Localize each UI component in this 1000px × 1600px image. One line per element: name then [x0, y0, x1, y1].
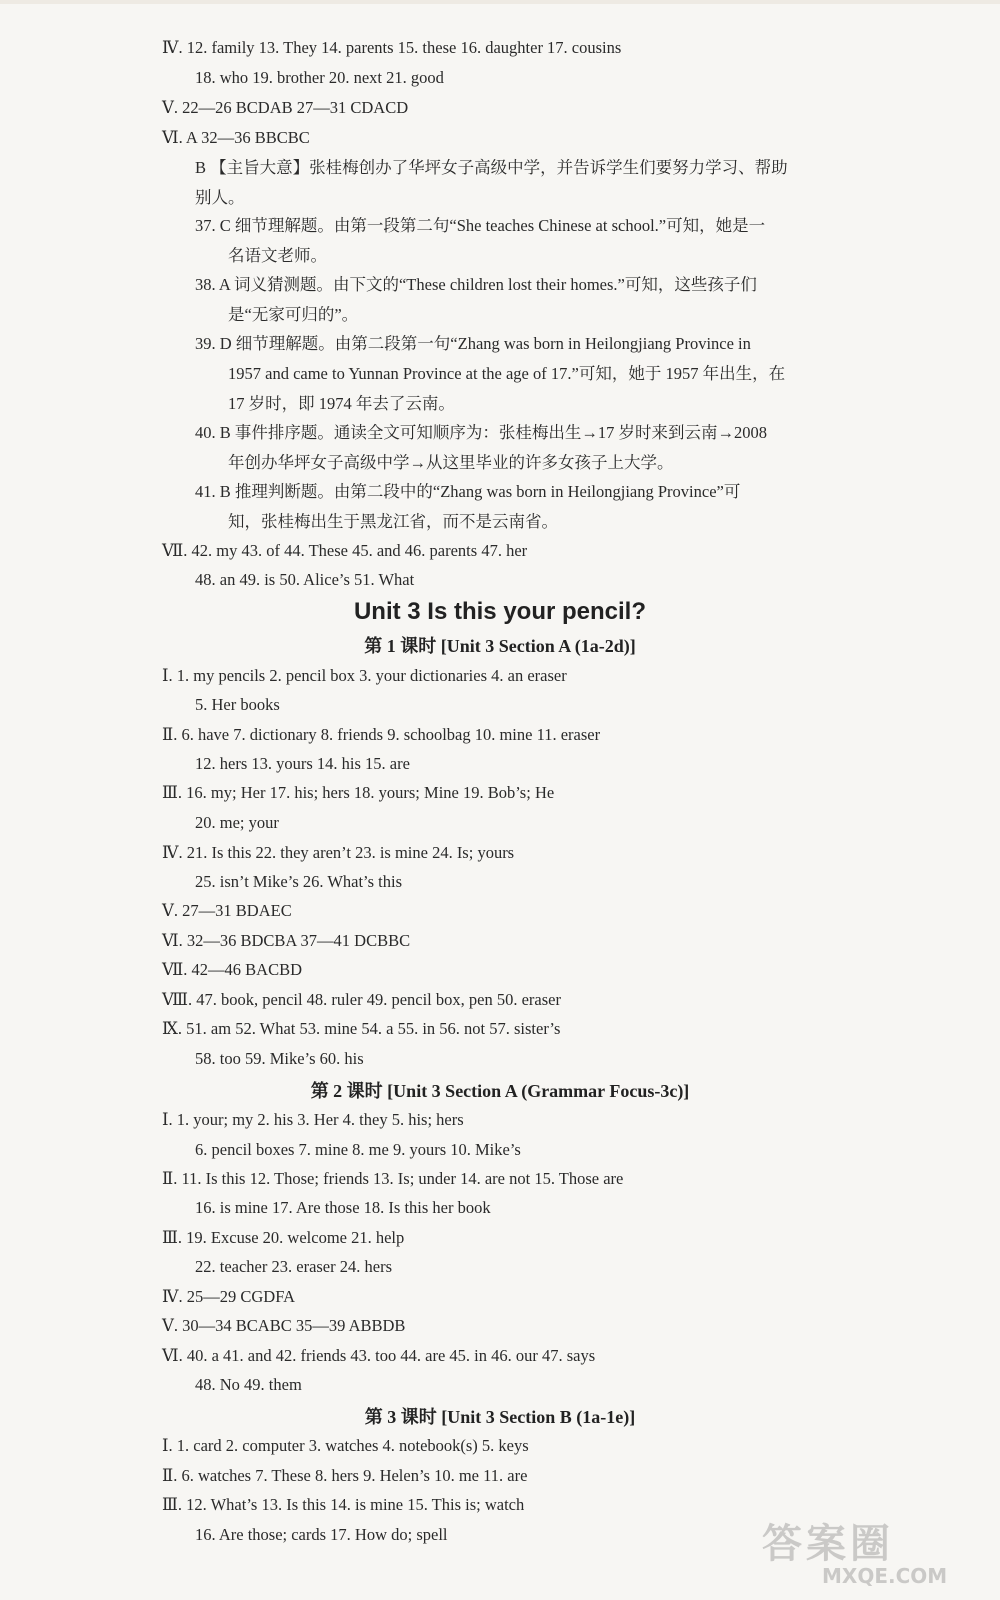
answer-line: 5. Her books: [195, 695, 280, 714]
answer-line: Ⅰ. 1. card 2. computer 3. watches 4. notebook(s) 5. keys: [162, 1436, 529, 1455]
unit-title: Unit 3 Is this your pencil?: [353, 598, 647, 625]
answer-line: Ⅲ. 12. What’s 13. Is this 14. is mine 15. This is; watch: [162, 1495, 525, 1514]
answer-line: Ⅰ. 1. your; my 2. his 3. Her 4. they 5. his; hers: [162, 1110, 464, 1129]
answer-line: 18. who 19. brother 20. next 21. good: [195, 68, 444, 87]
answer-line: 16. is mine 17. Are those 18. Is this her book: [195, 1198, 491, 1217]
answer-line: Ⅲ. 16. my; Her 17. his; hers 18. yours; Mine 19. Bob’s; He: [162, 783, 555, 802]
answer-line: 是“无家可归的”。: [228, 305, 359, 324]
answer-line: 37. C 细节理解题。由第一段第二句“She teaches Chinese at school.”可知，她是一: [195, 216, 766, 235]
answer-line: 48. an 49. is 50. Alice’s 51. What: [195, 570, 415, 589]
answer-line: 41. B 推理判断题。由第二段中的“Zhang was born in Heilongjiang Province”可: [195, 482, 741, 501]
answer-line: 12. hers 13. yours 14. his 15. are: [195, 754, 410, 773]
answer-line: 40. B 事件排序题。通读全文可知顺序为：张桂梅出生→17 岁时来到云南→2008: [195, 423, 768, 442]
answer-line: 6. pencil boxes 7. mine 8. me 9. yours 10. Mike’s: [195, 1140, 521, 1159]
answer-line: Ⅱ. 6. have 7. dictionary 8. friends 9. schoolbag 10. mine 11. eraser: [162, 725, 601, 744]
section-title: 第 1 课时 [Unit 3 Section A (1a-2d)]: [364, 636, 636, 656]
section-title: 第 3 课时 [Unit 3 Section B (1a-1e)]: [364, 1407, 636, 1427]
answer-line: 别人。: [195, 188, 245, 207]
answer-line: 年创办华坪女子高级中学→从这里毕业的许多女孩子上大学。: [228, 453, 674, 472]
answer-line: Ⅴ. 30—34 BCABC 35—39 ABBDB: [162, 1316, 406, 1335]
section-title: 第 2 课时 [Unit 3 Section A (Grammar Focus-3c)]: [310, 1081, 690, 1101]
answer-line: 1957 and came to Yunnan Province at the age of 17.”可知，她于 1957 年出生，在: [228, 364, 786, 383]
answer-line: Ⅳ. 25—29 CGDFA: [162, 1287, 296, 1306]
watermark-logo: 答案圈: [762, 1521, 894, 1567]
answer-line: Ⅵ. A 32—36 BBCBC: [162, 128, 310, 147]
answer-line: 39. D 细节理解题。由第二段第一句“Zhang was born in Heilongjiang Province in: [195, 334, 751, 353]
watermark-url: MXQE.COM: [822, 1564, 948, 1588]
answer-line: Ⅶ. 42—46 BACBD: [162, 960, 303, 979]
answer-line: Ⅳ. 12. family 13. They 14. parents 15. these 16. daughter 17. cousins: [162, 38, 622, 57]
answer-line: 38. A 词义猜测题。由下文的“These children lost their homes.”可知，这些孩子们: [195, 275, 757, 294]
answer-line: Ⅷ. 47. book, pencil 48. ruler 49. pencil box, pen 50. eraser: [162, 990, 561, 1009]
answer-line: 48. No 49. them: [195, 1375, 302, 1394]
answer-line: Ⅲ. 19. Excuse 20. welcome 21. help: [162, 1228, 405, 1247]
watermark: [762, 1512, 982, 1592]
answer-line: 知，张桂梅出生于黑龙江省，而不是云南省。: [228, 512, 558, 531]
answer-line: Ⅶ. 42. my 43. of 44. These 45. and 46. parents 47. her: [162, 541, 528, 560]
answer-line: Ⅴ. 22—26 BCDAB 27—31 CDACD: [162, 98, 409, 117]
answer-line: Ⅰ. 1. my pencils 2. pencil box 3. your dictionaries 4. an eraser: [162, 666, 567, 685]
answer-line: 58. too 59. Mike’s 60. his: [195, 1049, 364, 1068]
answer-line: 名语文老师。: [228, 246, 327, 265]
answer-line: 17 岁时，即 1974 年去了云南。: [228, 394, 455, 413]
answer-line: Ⅱ. 6. watches 7. These 8. hers 9. Helen’s 10. me 11. are: [162, 1466, 528, 1485]
answer-line: 20. me; your: [195, 813, 279, 832]
answer-line: 22. teacher 23. eraser 24. hers: [195, 1257, 392, 1276]
answer-line: Ⅸ. 51. am 52. What 53. mine 54. a 55. in 56. not 57. sister’s: [162, 1019, 561, 1038]
answer-line: Ⅱ. 11. Is this 12. Those; friends 13. Is; under 14. are not 15. Those are: [162, 1169, 624, 1188]
answer-line: B 【主旨大意】张桂梅创办了华坪女子高级中学，并告诉学生们要努力学习、帮助: [195, 158, 788, 177]
answer-line: 16. Are those; cards 17. How do; spell: [195, 1525, 448, 1544]
answer-line: Ⅳ. 21. Is this 22. they aren’t 23. is mine 24. Is; yours: [162, 843, 515, 862]
answer-line: Ⅵ. 32—36 BDCBA 37—41 DCBBC: [162, 931, 411, 950]
answer-line: 25. isn’t Mike’s 26. What’s this: [195, 872, 403, 891]
answer-line: Ⅵ. 40. a 41. and 42. friends 43. too 44. are 45. in 46. our 47. says: [162, 1346, 596, 1365]
top-edge: [0, 0, 1000, 4]
answer-line: Ⅴ. 27—31 BDAEC: [162, 901, 292, 920]
